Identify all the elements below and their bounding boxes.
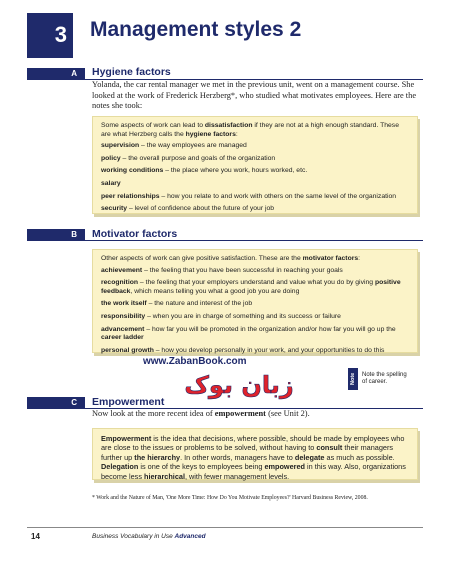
footnote: * Work and the Nature of Man, 'One More Time: How Do You Motivate Employees?' Harvard Business Review, 2008. bbox=[92, 495, 368, 501]
section-c-tab: C bbox=[27, 397, 85, 409]
section-c-title: Empowerment bbox=[92, 396, 165, 408]
hygiene-item: policy – the overall purpose and goals of the organization bbox=[101, 154, 276, 162]
unit-number: 3 bbox=[54, 22, 67, 47]
motivator-item: recognition – the feeling that your employers understand and value what you do by giving positive feedback, which means telling you what a good job you are doing bbox=[101, 279, 401, 295]
hygiene-factors-box bbox=[92, 116, 418, 214]
watermark bbox=[143, 356, 303, 402]
hygiene-item: salary bbox=[101, 179, 121, 187]
book-title: Business Vocabulary in Use Advanced bbox=[92, 533, 206, 540]
motivator-item: responsibility – when you are in charge of something and its success or failure bbox=[101, 312, 341, 320]
empowerment-box bbox=[92, 428, 418, 480]
spelling-note bbox=[348, 368, 410, 390]
motivator-item: achievement – the feeling that you have been successful in reaching your goals bbox=[101, 266, 343, 274]
hygiene-item: supervision – the way employees are managed bbox=[101, 142, 247, 150]
hygiene-item: security – level of confidence about the future of your job bbox=[101, 205, 275, 213]
motivator-factors-box bbox=[92, 249, 418, 353]
motivator-item: advancement – how far you will be promoted in the organization and/or how far you will go up the career ladder bbox=[101, 325, 396, 342]
hygiene-item: working conditions – the place where you work, hours worked, etc. bbox=[101, 167, 308, 175]
svg-text:زبان بوک: زبان بوک bbox=[184, 371, 294, 399]
unit-number-block bbox=[27, 13, 73, 58]
motivator-box-lead: Other aspects of work can give positive satisfaction. These are the motivator factors: bbox=[101, 255, 361, 262]
section-b-title: Motivator factors bbox=[92, 228, 178, 240]
section-a-tab: A bbox=[27, 68, 85, 80]
motivator-item: personal growth – how you develop personally in your work, and your opportunities to do this bbox=[101, 346, 385, 354]
section-b-rule bbox=[85, 240, 423, 241]
watermark-url: www.ZabanBook.com bbox=[143, 356, 247, 367]
note-text: Note the spelling of career. bbox=[362, 371, 407, 385]
empowerment-text: Empowerment is the idea that decisions, where possible, should be made by employees who are close to the issues or problems to be solved, without having to consult their managers further up the hierarchy. In other words, managers have to delegate as much as possible. Delegation is one of the keys to employees being empowered in this way. Also, organizations become less hierarchical, with fewer management levels. bbox=[101, 434, 406, 481]
note-tab: Note bbox=[348, 368, 358, 390]
page-title: Management styles 2 bbox=[90, 18, 302, 41]
section-a-title: Hygiene factors bbox=[92, 66, 171, 78]
section-c-intro: Now look at the more recent idea of empowerment (see Unit 2). bbox=[92, 409, 310, 418]
footer-rule bbox=[27, 527, 423, 528]
hygiene-box-lead: Some aspects of work can lead to dissatisfaction if they are not at a high enough standard. These are what Herzberg calls the hygiene factors: bbox=[101, 122, 399, 138]
watermark-logo bbox=[179, 366, 299, 402]
section-a-intro: Yolanda, the car rental manager we met in the previous unit, went on a management course. She looked at the work of Frederick Herzberg*, who studied what motivates employees. Here are the notes she took: bbox=[92, 80, 417, 111]
page-number: 14 bbox=[31, 532, 40, 541]
hygiene-item: peer relationships – how you relate to and work with others on the same level of the organization bbox=[101, 192, 397, 200]
motivator-item: the work itself – the nature and interest of the job bbox=[101, 300, 253, 308]
section-b-tab: B bbox=[27, 229, 85, 241]
